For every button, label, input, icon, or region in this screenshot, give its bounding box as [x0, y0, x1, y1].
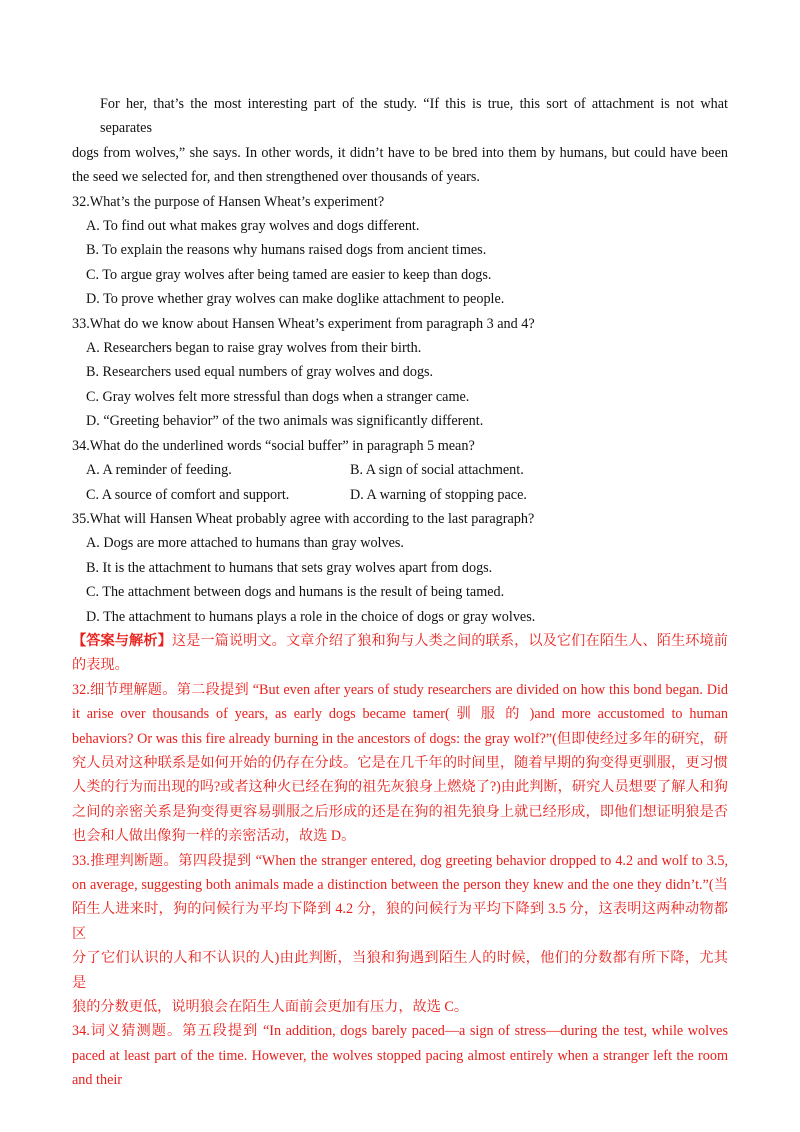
document-page [72, 92, 728, 1093]
question-33 [72, 312, 728, 434]
answer-section [72, 629, 728, 1093]
analysis-line: 也会和人做出像狗一样的亲密活动，故选 D。 [72, 828, 356, 845]
passage-line: dogs from wolves,” she says. In other words, it didn’t have to be bred into them by humans, but could have been [72, 144, 728, 161]
option-b: B. A sign of social attachment. [350, 462, 524, 479]
analysis-34 [72, 1019, 728, 1092]
analysis-line: 之间的亲密关系是狗变得更容易驯服之后形成的还是在狗的祖先狼身上就已经形成，即他们想证明狼是否 [72, 803, 728, 820]
option-d: D. The attachment to humans plays a role in the choice of dogs or gray wolves. [86, 608, 536, 625]
answer-intro-line: 的表现。 [72, 657, 129, 674]
option-c: C. Gray wolves felt more stressful than dogs when a stranger came. [86, 388, 470, 405]
analysis-line: 陌生人进来时，狗的问候行为平均下降到 4.2 分，狼的问候行为平均下降到 3.5 分，这表明这两种动物都区 [72, 901, 728, 942]
analysis-line: and their [72, 1072, 123, 1089]
option-b: B. Researchers used equal numbers of gray wolves and dogs. [86, 364, 434, 381]
question-stem: 35.What will Hansen Wheat probably agree with according to the last paragraph? [72, 510, 535, 527]
option-d: D. To prove whether gray wolves can make doglike attachment to people. [86, 291, 505, 308]
answer-intro-line [72, 629, 728, 653]
option-c: C. The attachment between dogs and humans is the result of being tamed. [86, 584, 505, 601]
question-stem: 34.What do the underlined words “social buffer” in paragraph 5 mean? [72, 437, 475, 454]
analysis-line: 32.细节理解题。第二段提到 “But even after years of study researchers are divided on how this bond began. Did [72, 681, 728, 698]
analysis-line: 人类的行为而出现的吗?或者这种火已经在狗的祖先灰狼身上燃烧了?)由此判断，研究人员想要了解人和狗 [72, 779, 728, 796]
option-row [72, 483, 728, 507]
option-b: B. To explain the reasons why humans raised dogs from ancient times. [86, 242, 487, 259]
analysis-line: 分了它们认识的人和不认识的人)由此判断，当狼和狗遇到陌生人的时候，他们的分数都有所下降，尤其是 [72, 950, 728, 991]
question-34 [72, 434, 728, 507]
option-a: A. Researchers began to raise gray wolves from their birth. [86, 340, 422, 357]
analysis-line: it arise over thousands of years, as early dogs became tamer( 驯 服 的 )and more accustomed to human [72, 706, 728, 723]
passage-paragraph [72, 92, 728, 190]
analysis-line: 究人员对这种联系是如何开始的仍存在分歧。它是在几千年的时间里，随着早期的狗变得更驯服，更习惯 [72, 754, 728, 771]
answer-intro-text: 这是一篇说明文。文章介绍了狼和狗与人类之间的联系，以及它们在陌生人、陌生环境前 [171, 632, 728, 649]
option-d: D. “Greeting behavior” of the two animals was significantly different. [86, 413, 484, 430]
answer-header: 【答案与解析】 [72, 632, 172, 649]
question-stem: 32.What’s the purpose of Hansen Wheat’s experiment? [72, 193, 385, 210]
option-b: B. It is the attachment to humans that sets gray wolves apart from dogs. [86, 559, 493, 576]
option-a: A. A reminder of feeding. [86, 462, 232, 479]
option-c: C. To argue gray wolves after being tamed are easier to keep than dogs. [86, 266, 492, 283]
passage-line: For her, that’s the most interesting part of the study. “If this is true, this sort of attachment is not what separates [100, 96, 728, 137]
analysis-line: 34.词义猜测题。第五段提到 “In addition, dogs barely paced—a sign of stress—during the test, while wolves [72, 1023, 728, 1040]
analysis-line: paced at least part of the time. However, the wolves stopped pacing almost entirely when a stranger left the room [72, 1047, 728, 1064]
option-a: A. Dogs are more attached to humans than gray wolves. [86, 535, 404, 552]
option-a: A. To find out what makes gray wolves and dogs different. [86, 218, 420, 235]
option-row [72, 458, 728, 482]
analysis-line: on average, suggesting both animals made a distinction between the person they knew and the one they didn’t.”(当 [72, 877, 728, 893]
option-c: C. A source of comfort and support. [86, 486, 290, 503]
analysis-33 [72, 849, 728, 1020]
question-32 [72, 190, 728, 312]
analysis-line: behaviors? Or was this fire already burning in the ancestors of dogs: the gray wolf?”(但即使经过多年的研究，研 [72, 730, 728, 747]
analysis-line: 狼的分数更低，说明狼会在陌生人面前会更加有压力，故选 C。 [72, 999, 469, 1016]
question-stem: 33.What do we know about Hansen Wheat’s experiment from paragraph 3 and 4? [72, 315, 535, 332]
analysis-line: 33.推理判断题。第四段提到 “When the stranger entered, dog greeting behavior dropped to 4.2 and wolf to 3.5, [72, 852, 728, 869]
question-35 [72, 507, 728, 629]
passage-line: the seed we selected for, and then strengthened over thousands of years. [72, 169, 480, 186]
option-d: D. A warning of stopping pace. [350, 486, 527, 503]
analysis-32 [72, 678, 728, 849]
